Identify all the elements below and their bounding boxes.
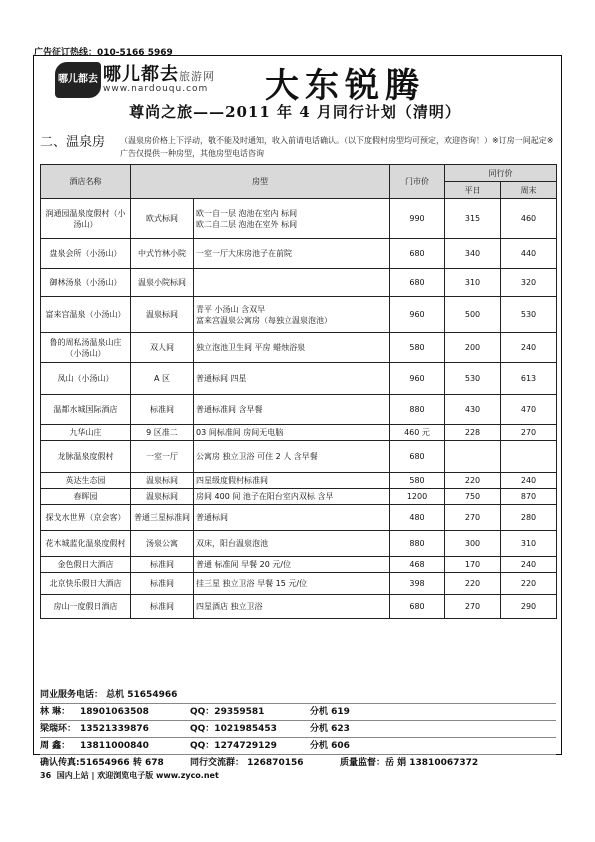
- room-description: 普通标间 四星: [194, 363, 390, 395]
- site-name-suffix: 旅游网: [179, 70, 215, 83]
- weekday-price: 500: [445, 297, 501, 333]
- room-category: 一室一厅: [131, 441, 194, 473]
- rack-price: 680: [390, 595, 445, 619]
- room-description: 03 间标准间 房间无电脑: [194, 425, 390, 441]
- weekday-price: 228: [445, 425, 501, 441]
- hotel-name: 花木城蓝化温泉度假村: [41, 531, 131, 557]
- rack-price: 960: [390, 297, 445, 333]
- rack-price: 460 元: [390, 425, 445, 441]
- room-category: 温泉标间: [131, 297, 194, 333]
- weekend-price: [501, 441, 557, 473]
- weekend-price: 240: [501, 557, 557, 573]
- header-room-type: 房型: [131, 165, 390, 199]
- logo-icon: 哪儿都去: [55, 62, 101, 98]
- contact-phone: 13811000840: [80, 741, 149, 751]
- footer-text: 国内上站 | 欢迎浏览电子版 www.zyco.net: [56, 771, 219, 780]
- rack-price: 880: [390, 395, 445, 425]
- room-description: 普通标间: [194, 505, 390, 531]
- room-description: 公寓房 独立卫浴 可住 2 人 含早餐: [194, 441, 390, 473]
- hotel-name: 英达生态园: [41, 473, 131, 489]
- header-hotel-name: 酒店名称: [41, 165, 131, 199]
- weekday-price: 430: [445, 395, 501, 425]
- weekday-price: 220: [445, 473, 501, 489]
- room-description: 四星酒店 独立卫浴: [194, 595, 390, 619]
- room-category: 温泉标间: [131, 473, 194, 489]
- weekday-price: 200: [445, 333, 501, 363]
- header-weekend: 周末: [501, 182, 557, 199]
- room-description: 独立泡池卫生间 平房 蜡烛浴泉: [194, 333, 390, 363]
- page-number: 36: [40, 771, 52, 780]
- table-row: [41, 297, 557, 333]
- weekend-price: 320: [501, 269, 557, 297]
- hotel-name: 盘泉会所（小汤山）: [41, 239, 131, 269]
- contact-row: [40, 720, 556, 737]
- contact-phone: 13521339876: [80, 724, 149, 734]
- table-row: [41, 505, 557, 531]
- room-description: 四星级度假村标准间: [194, 473, 390, 489]
- table-row: [41, 425, 557, 441]
- table-row: [41, 239, 557, 269]
- room-category: 标准间: [131, 595, 194, 619]
- hotel-name: 凤山（小汤山）: [41, 363, 131, 395]
- table-row: [41, 395, 557, 425]
- weekday-price: 300: [445, 531, 501, 557]
- table-row: [41, 573, 557, 595]
- weekend-price: 270: [501, 425, 557, 441]
- contact-ext: 分机 606: [310, 741, 350, 751]
- weekend-price: 290: [501, 595, 557, 619]
- weekend-price: 310: [501, 531, 557, 557]
- section-title: 二、温泉房: [40, 135, 106, 150]
- contact-qq: QQ：1021985453: [190, 724, 277, 734]
- hotel-name: 鲁的周私汤温泉山庄（小汤山）: [41, 333, 131, 363]
- header-rack-price: 门市价: [390, 165, 445, 199]
- contact-name: 周 鑫：: [40, 741, 71, 751]
- weekend-price: 530: [501, 297, 557, 333]
- hotel-name: 探戈水世界（京会客）: [41, 505, 131, 531]
- section-note: （温泉房价格上下浮动，敬不能及时通知，收入前请电话确认。（以下度假村房型均可预定，欢迎咨询！）※订房一间起定※ 广告仅提供一种房型，其他房型电话咨询: [120, 136, 554, 158]
- rack-price: 468: [390, 557, 445, 573]
- weekday-price: 170: [445, 557, 501, 573]
- weekday-price: 270: [445, 595, 501, 619]
- contact-row: [40, 737, 556, 754]
- contact-ext: 分机 623: [310, 724, 350, 734]
- hotel-name: 富来宫温泉（小汤山）: [41, 297, 131, 333]
- rack-price: 880: [390, 531, 445, 557]
- site-name-text: 哪儿都去: [103, 64, 179, 85]
- weekend-price: 440: [501, 239, 557, 269]
- ad-hotline: 广告征订热线：010-5166 5969: [34, 48, 173, 58]
- room-category: 9 区准二: [131, 425, 194, 441]
- weekday-price: 750: [445, 489, 501, 505]
- service-phone: 同业服务电话： 总机 51654966: [40, 690, 178, 700]
- room-category: 标准间: [131, 395, 194, 425]
- group-line: 同行交流群： 126870156: [190, 758, 304, 768]
- weekday-price: 310: [445, 269, 501, 297]
- table-row: [41, 557, 557, 573]
- rack-price: 480: [390, 505, 445, 531]
- weekday-price: 270: [445, 505, 501, 531]
- room-description: 普通 标准间 早餐 20 元/位: [194, 557, 390, 573]
- site-name: [103, 60, 215, 86]
- hotel-name: 金色假日大酒店: [41, 557, 131, 573]
- weekend-price: 470: [501, 395, 557, 425]
- hotel-name: 温都水城国际酒店: [41, 395, 131, 425]
- table-row: [41, 441, 557, 473]
- hotel-name: 北京快乐假日大酒店: [41, 573, 131, 595]
- table-body: [41, 199, 557, 619]
- contact-name: 梁瑞环：: [40, 724, 77, 734]
- contact-bottom-line: [40, 754, 556, 771]
- rack-price: 1200: [390, 489, 445, 505]
- rack-price: 960: [390, 363, 445, 395]
- room-description: [194, 269, 390, 297]
- rack-price: 580: [390, 333, 445, 363]
- weekend-price: 870: [501, 489, 557, 505]
- weekend-price: 220: [501, 573, 557, 595]
- weekend-price: 240: [501, 473, 557, 489]
- weekend-price: 240: [501, 333, 557, 363]
- table-row: [41, 199, 557, 239]
- rack-price: 680: [390, 269, 445, 297]
- rack-price: 990: [390, 199, 445, 239]
- company-name: 大东锐腾: [265, 66, 425, 106]
- page-footer: [40, 770, 219, 781]
- contact-row: [40, 703, 556, 720]
- weekday-price: 340: [445, 239, 501, 269]
- room-category: 普通三星标准间: [131, 505, 194, 531]
- weekend-price: 613: [501, 363, 557, 395]
- hotel-name: 御林汤泉（小汤山）: [41, 269, 131, 297]
- hotel-name: 春晖园: [41, 489, 131, 505]
- room-description: 房间 400 间 池子在阳台室内双标 含早: [194, 489, 390, 505]
- hot-spring-price-table: [40, 164, 557, 619]
- room-category: 中式竹林小院: [131, 239, 194, 269]
- supervisor-line: 质量监督：岳 娟 13810067372: [340, 758, 479, 768]
- room-category: 标准间: [131, 557, 194, 573]
- header-group-price: 同行价: [445, 165, 557, 182]
- room-description: 青平 小汤山 含双早 富来宫温泉公寓房（每独立温泉泡池）: [194, 297, 390, 333]
- table-row: [41, 269, 557, 297]
- rack-price: 398: [390, 573, 445, 595]
- contact-main-line: [40, 687, 556, 703]
- site-url[interactable]: www.nardouqu.com: [103, 84, 209, 94]
- contact-name: 林 琳：: [40, 707, 71, 717]
- hotel-name: 润通园温泉度假村（小汤山）: [41, 199, 131, 239]
- contact-phone: 18901063508: [80, 707, 149, 717]
- table-row: [41, 363, 557, 395]
- table-row: [41, 489, 557, 505]
- weekend-price: 460: [501, 199, 557, 239]
- weekday-price: 220: [445, 573, 501, 595]
- contact-qq: QQ：1274729129: [190, 741, 277, 751]
- rack-price: 580: [390, 473, 445, 489]
- table-row: [41, 333, 557, 363]
- rack-price: 680: [390, 441, 445, 473]
- weekday-price: 530: [445, 363, 501, 395]
- weekend-price: 280: [501, 505, 557, 531]
- contact-ext: 分机 619: [310, 707, 350, 717]
- hotel-name: 龙脉温泉度假村: [41, 441, 131, 473]
- room-category: 欧式标间: [131, 199, 194, 239]
- room-description: 普通标准间 含早餐: [194, 395, 390, 425]
- table-row: [41, 595, 557, 619]
- table-row: [41, 473, 557, 489]
- room-category: A 区: [131, 363, 194, 395]
- weekday-price: [445, 441, 501, 473]
- room-category: 双人间: [131, 333, 194, 363]
- room-category: 温泉小院标间: [131, 269, 194, 297]
- table-row: [41, 531, 557, 557]
- room-category: 标准间: [131, 573, 194, 595]
- rack-price: 680: [390, 239, 445, 269]
- page-subtitle: 尊尚之旅——2011 年 4 月同行计划（清明）: [129, 103, 461, 121]
- hotel-name: 九华山庄: [41, 425, 131, 441]
- room-description: 双床，阳台温泉泡池: [194, 531, 390, 557]
- contact-qq: QQ：29359581: [190, 707, 265, 717]
- room-category: 汤泉公寓: [131, 531, 194, 557]
- weekday-price: 315: [445, 199, 501, 239]
- fax-line: 确认传真:51654966 转 678: [40, 758, 164, 768]
- room-category: 温泉标间: [131, 489, 194, 505]
- room-description: 挂三星 独立卫浴 早餐 15 元/位: [194, 573, 390, 595]
- room-description: 一室一厅大床房池子在前院: [194, 239, 390, 269]
- header-weekday: 平日: [445, 182, 501, 199]
- contact-block: [40, 687, 556, 771]
- hotel-name: 房山一度假日酒店: [41, 595, 131, 619]
- room-description: 欧一自一层 泡池在室内 标间 欧二自二层 泡池在室外 标间: [194, 199, 390, 239]
